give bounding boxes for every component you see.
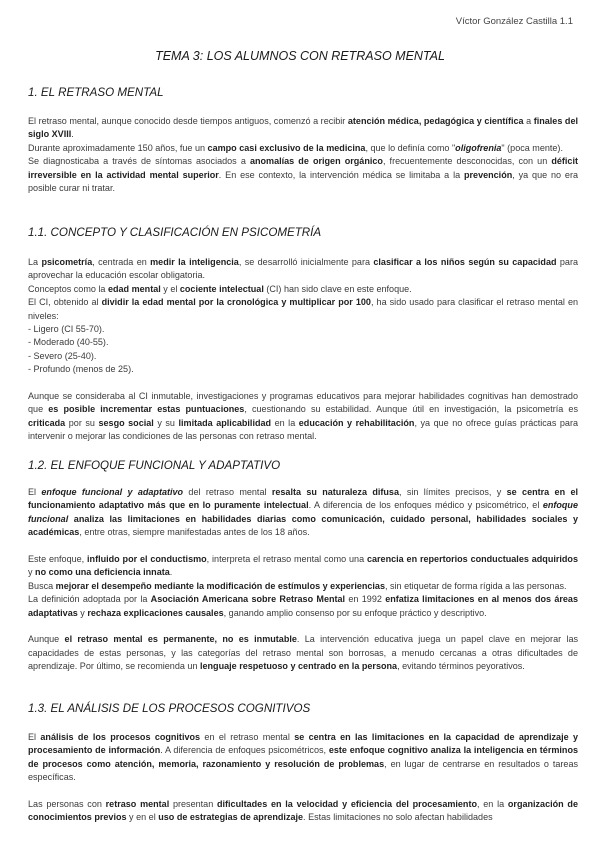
section-1-1-body: [28, 256, 578, 444]
author-header: Víctor González Castilla 1.1: [455, 16, 573, 27]
paragraph: Durante aproximadamente 150 años, fue un campo casi exclusivo de la medicina, que lo definía como "oligofrenia" (poca mente).: [28, 142, 563, 153]
section-1-body: [28, 115, 578, 195]
paragraph: Conceptos como la edad mental y el cociente intelectual (CI) han sido clave en este enfoque.: [28, 283, 412, 294]
section-concepto-clasificacion: [28, 226, 578, 239]
paragraph: Aunque se consideraba al CI inmutable, investigaciones y programas educativos para mejorar habilidades cognitivas han demostrado que es posible incrementar estas puntuaciones, cuestionando su estabilidad. Aunque útil en investigación, la psicometría es criticada por su sesgo social y su limitada aplicabilidad en la educación y rehabilitación, ya que no ofrece guías prácticas para intervenir o mejorar las condiciones de las personas con retraso mental.: [28, 391, 579, 442]
section-heading: 1.2. EL ENFOQUE FUNCIONAL Y ADAPTATIVO: [28, 459, 281, 472]
list-item: - Profundo (menos de 25).: [28, 364, 134, 375]
section-heading: 1.3. EL ANÁLISIS DE LOS PROCESOS COGNITIVOS: [28, 702, 311, 715]
section-enfoque-funcional: [28, 459, 578, 472]
paragraph: El análisis de los procesos cognitivos en el retraso mental se centra en las limitaciones en la capacidad de aprendizaje y procesamiento de información. A diferencia de enfoques psicométricos, este enfoque cognitivo analiza la inteligencia en términos de procesos como atención, memoria, razonamiento y resolución de problemas, en lugar de centrarse en resultados o tareas específicas.: [28, 732, 579, 783]
paragraph: La definición adoptada por la Asociación Americana sobre Retraso Mental en 1992 enfatiza limitaciones en al menos dos áreas adaptativas y rechaza explicaciones causales, ganando amplio consenso por su enfoque práctico y descriptivo.: [28, 594, 578, 618]
section-1-2-body: [28, 486, 578, 674]
paragraph: El retraso mental, aunque conocido desde tiempos antiguos, comenzó a recibir atención médica, pedagógica y científica a finales del siglo XVIII.: [28, 116, 578, 140]
paragraph: Este enfoque, influido por el conductismo, interpreta el retraso mental como una carencia en repertorios conductuales adquiridos y no como una deficiencia innata.: [28, 554, 578, 578]
paragraph: Aunque el retraso mental es permanente, no es inmutable. La intervención educativa juega un papel clave en mejorar las capacidades de estas personas, y las categorías del retraso mental son borrosas, a menudo cercanas a otras dificultades de aprendizaje. Por último, se recomienda un lenguaje respetuoso y centrado en la persona, evitando términos peyorativos.: [28, 634, 578, 672]
section-retraso-mental: [28, 86, 578, 99]
paragraph: La psicometría, centrada en medir la inteligencia, se desarrolló inicialmente para clasificar a los niños según su capacidad para aprovechar la educación escolar obligatoria.: [28, 257, 578, 281]
page-title: TEMA 3: LOS ALUMNOS CON RETRASO MENTAL: [155, 49, 445, 63]
section-heading: 1.1. CONCEPTO Y CLASIFICACIÓN EN PSICOMETRÍA: [28, 226, 322, 239]
list-item: - Severo (25-40).: [28, 350, 97, 361]
paragraph: Busca mejorar el desempeño mediante la modificación de estímulos y experiencias, sin etiquetar de forma rígida a las personas.: [28, 580, 567, 591]
section-heading: 1. EL RETRASO MENTAL: [28, 86, 164, 99]
list-item: - Moderado (40-55).: [28, 337, 109, 348]
section-1-3-body: [28, 731, 578, 825]
paragraph: Se diagnosticaba a través de síntomas asociados a anomalías de origen orgánico, frecuentemente desconocidas, con un déficit irreversible en la actividad mental superior. En ese contexto, la intervención médica se limitaba a la prevención, ya que no era posible curar ni tratar.: [28, 156, 579, 194]
paragraph: Las personas con retraso mental presentan dificultades en la velocidad y eficiencia del procesamiento, en la organización de conocimientos previos y en el uso de estrategias de aprendizaje. Estas limitaciones no solo afectan habilidades: [28, 799, 578, 823]
list-item: - Ligero (CI 55-70).: [28, 324, 105, 335]
paragraph: El enfoque funcional y adaptativo del retraso mental resalta su naturaleza difusa, sin límites precisos, y se centra en el funcionamiento adaptativo más que en lo puramente intelectual. A diferencia de los enfoques médico y psicométrico, el enfoque funcional analiza las limitaciones en habilidades diarias como comunicación, cuidado personal, habilidades sociales y académicas, entre otras, siempre manifestadas antes de los 18 años.: [28, 487, 578, 538]
section-procesos-cognitivos: [28, 702, 578, 715]
paragraph: El CI, obtenido al dividir la edad mental por la cronológica y multiplicar por 100, ha sido usado para clasificar el retraso mental en niveles:: [28, 297, 579, 321]
